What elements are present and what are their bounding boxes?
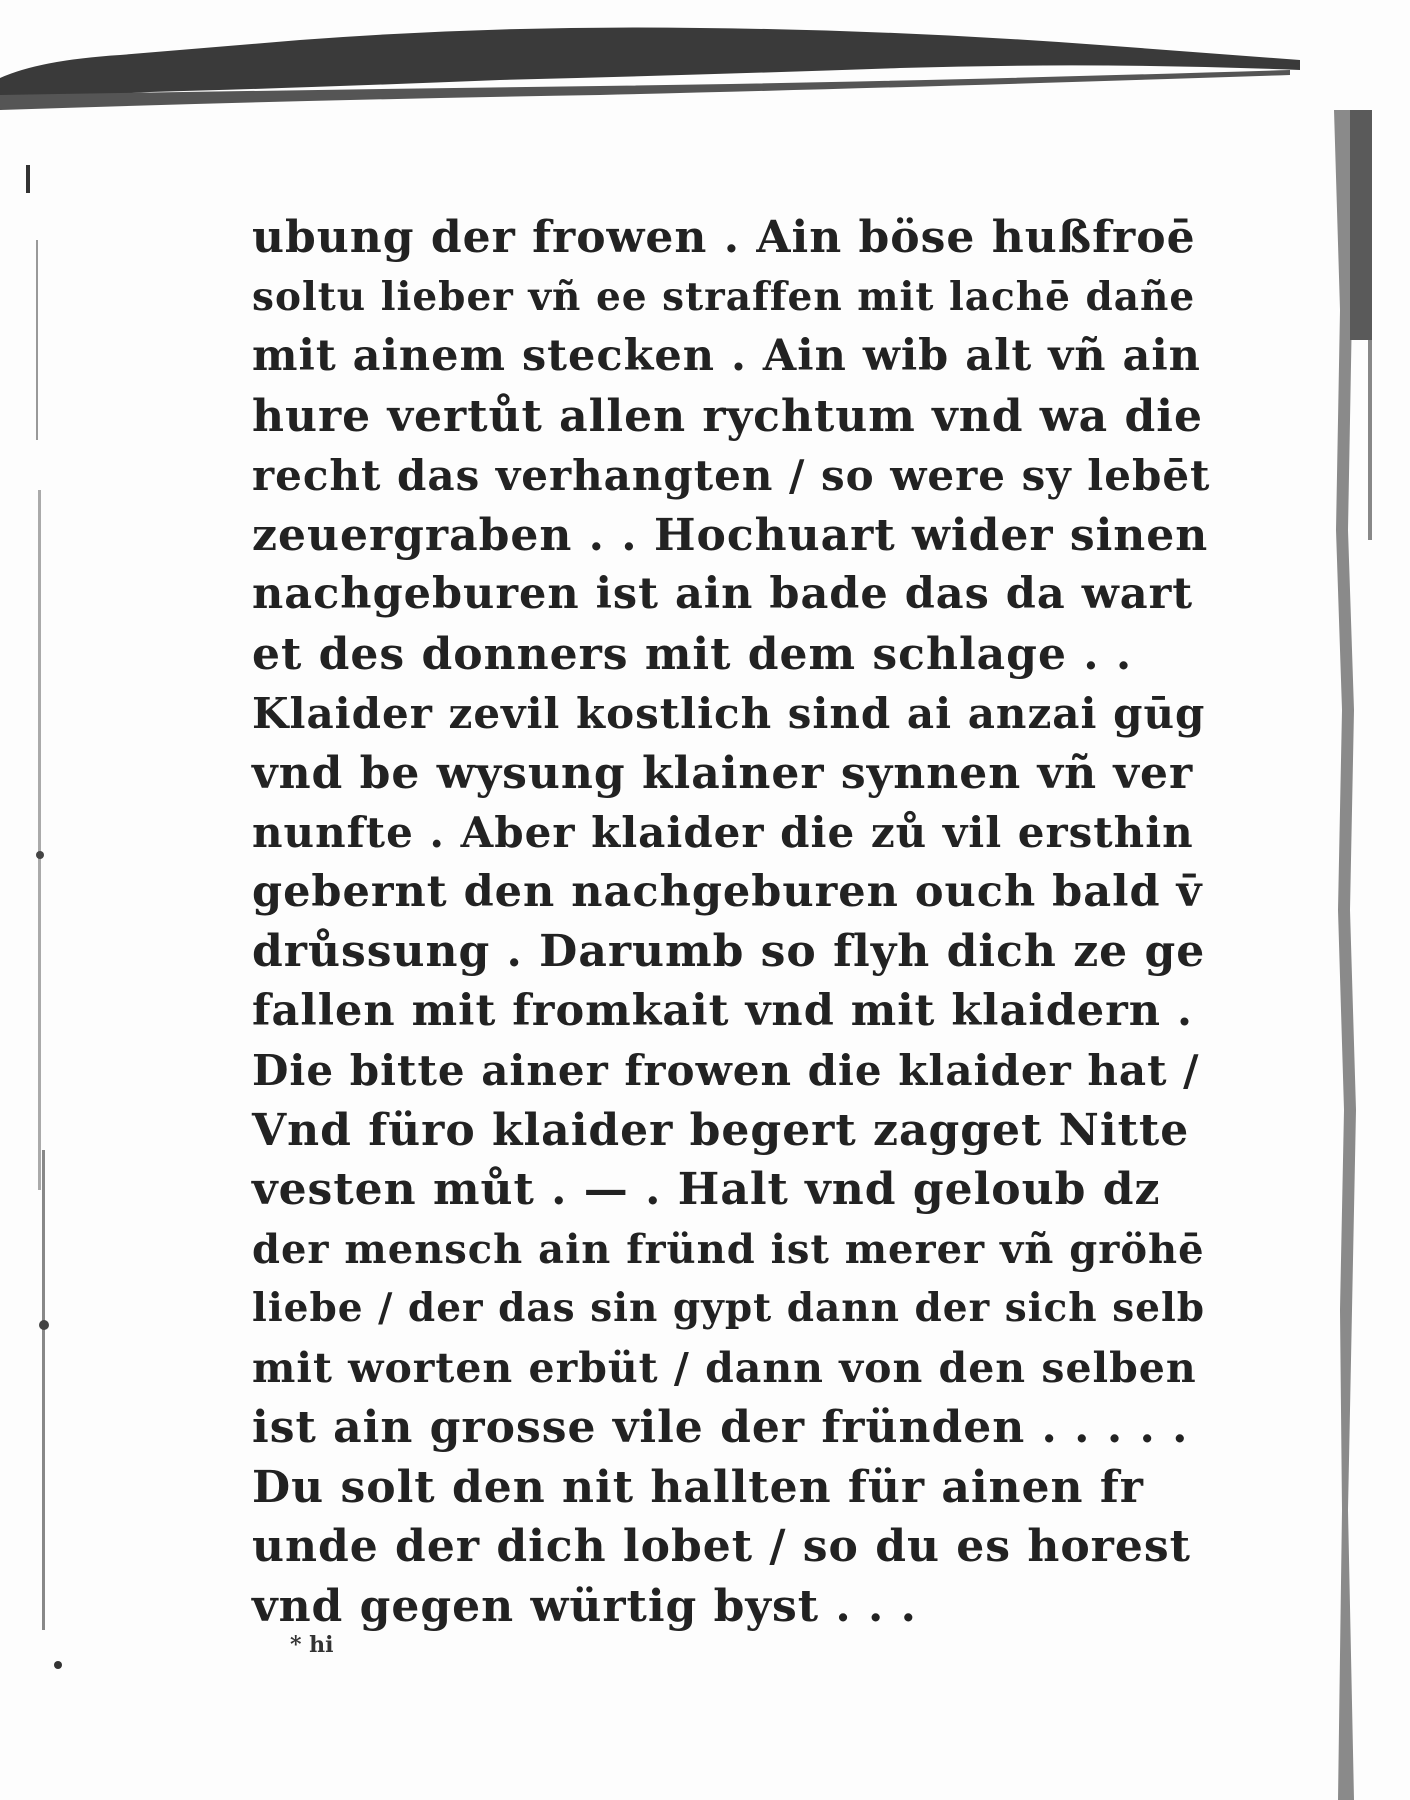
text-line: mit worten erbüt / dann von den selben (252, 1343, 1197, 1392)
text-line: unde der dich lobet / so du es horest (252, 1521, 1191, 1572)
text-line: recht das verhangten / so were sy lebēt (252, 451, 1211, 500)
text-line: ubung der frowen . Ain böse hußfroē (252, 212, 1196, 263)
text-line: Klaider zevil kostlich sind ai anzai gūg (252, 689, 1206, 738)
text-line: et des donners mit dem schlage . . (252, 628, 1133, 680)
text-line: gebernt den nachgeburen ouch bald v̄ (252, 866, 1203, 917)
text-line: der mensch ain fründ ist merer vñ gröhē (252, 1225, 1205, 1273)
text-line: ist ain grosse vile der fründen . . . . . (252, 1402, 1189, 1453)
text-line: vnd be wysung klainer synnen vñ ver (252, 747, 1194, 799)
text-line: fallen mit fromkait vnd mit klaidern . (252, 985, 1193, 1036)
text-line: Du solt den nit hallten für ainen fr (252, 1461, 1144, 1513)
text-line: nachgeburen ist ain bade das da wart (252, 569, 1194, 619)
text-line: vnd gegen würtig byst . . . (252, 1580, 917, 1632)
scan-left-marks (0, 110, 120, 1800)
text-line: soltu lieber vñ ee straffen mit lachē dañe (252, 273, 1196, 320)
page-footer-mark: * hi (290, 1632, 334, 1658)
text-line: zeuergraben . . Hochuart wider sinen (252, 509, 1209, 561)
text-line: mit ainem stecken . Ain wib alt vñ ain (252, 331, 1201, 381)
scan-right-edge (1320, 110, 1410, 1800)
text-line: Die bitte ainer frowen die klaider hat / (252, 1046, 1200, 1095)
scan-top-edge (0, 0, 1410, 110)
text-line: vesten můt . — . Halt vnd geloub dz (252, 1164, 1161, 1215)
text-line: hure vertůt allen rychtum vnd wa die (252, 390, 1203, 442)
text-line: drůssung . Darumb so flyh dich ze ge (252, 926, 1206, 977)
text-line: nunfte . Aber klaider die zů vil ersthin (252, 808, 1194, 857)
text-line: Vnd füro klaider begert zagget Nitte (252, 1104, 1190, 1156)
printed-text-block (252, 208, 1212, 1636)
text-line: liebe / der das sin gypt dann der sich selb (252, 1285, 1206, 1331)
